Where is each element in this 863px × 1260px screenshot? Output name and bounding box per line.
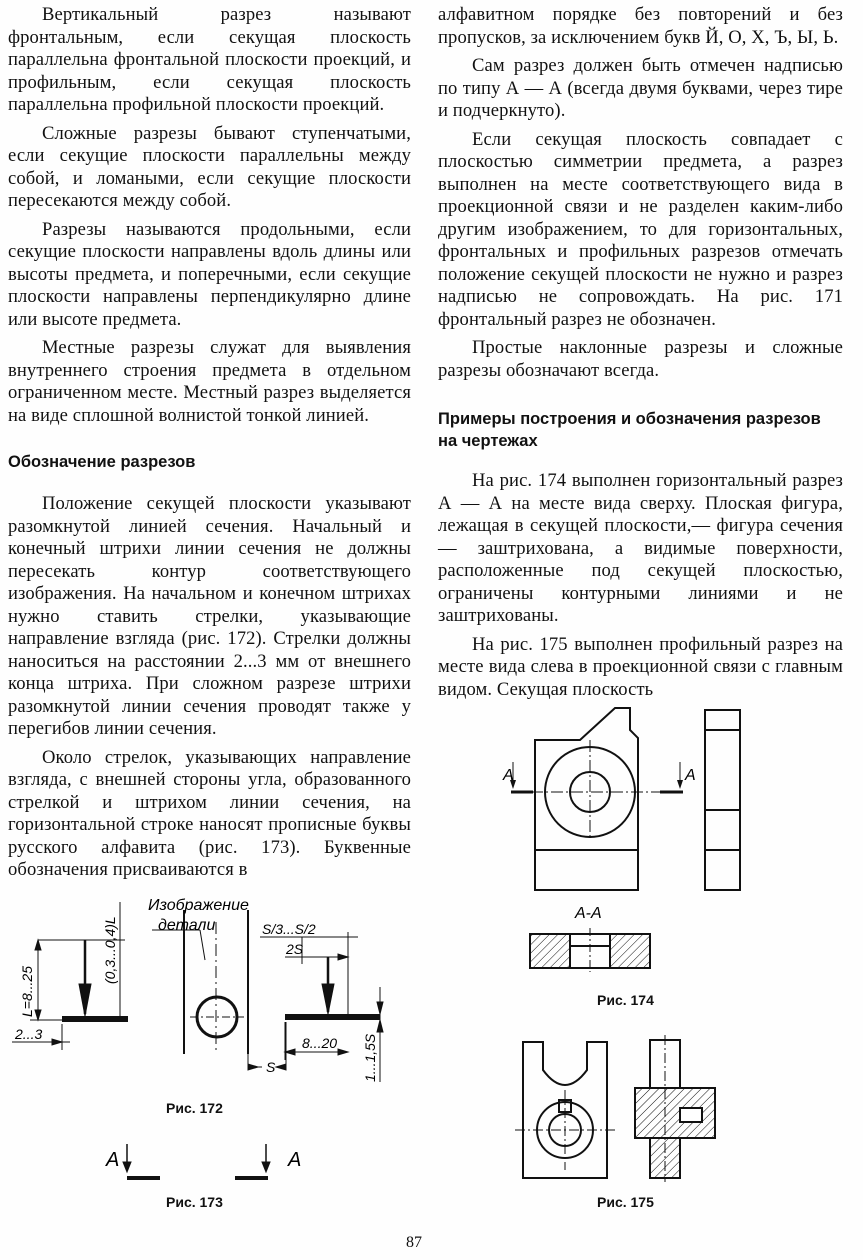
paragraph: Местные разрезы служат для выявления внутреннего строения предмета в отдельном ограниченном месте. Местный разрез выделяется на виде сплошной волнистой тонкой линией. <box>8 337 411 426</box>
paragraph: Простые наклонные разрезы и сложные разрезы обозначают всегда. <box>438 337 843 381</box>
dim-l: L=8...25 <box>19 966 35 1017</box>
letter-a-right: А <box>685 767 696 784</box>
figure-174 <box>495 700 765 980</box>
dim-s3-s2: S/3...S/2 <box>262 921 316 937</box>
paragraph: Сам разрез должен быть отмечен надписью по типу А — А (всегда двумя буквами, через тире и подчеркнуто). <box>438 55 843 121</box>
right-column <box>438 4 843 701</box>
letter-a-left: А <box>106 1149 120 1171</box>
paragraph: На рис. 175 выполнен профильный разрез на месте вида слева в проекционной связи с главным видом. Секущая плоскость <box>438 633 843 700</box>
section-heading: Обозначение разрезов <box>8 453 196 471</box>
section-heading: Примеры построения и обозначения разрезов на чертежах <box>438 410 821 450</box>
figure-175 <box>505 1030 735 1190</box>
dim-s: S <box>266 1059 276 1075</box>
dim-8-20: 8...20 <box>302 1035 338 1051</box>
paragraph: алфавитном порядке без повторений и без пропусков, за исключением букв Й, О, Х, Ъ, Ы, Ь. <box>438 4 843 48</box>
figure-caption: Рис. 173 <box>166 1194 223 1210</box>
label-image: Изображение <box>148 897 249 914</box>
paragraph: Положение секущей плоскости указывают разомкнутой линией сечения. Начальный и конечный штрихи линии сечения не должны пересекать контур соответствующего изображения. На начальном и конечном штрихах нужно ставить стрелки, указывающие направление взгляда (рис. 172). Стрелки должны наноситься на расстоянии 2...3 мм от внешнего конца штриха. При сложном разрезе штрихи разомкнутой линии сечения проводят также у перегибов линии сечения. <box>8 493 411 739</box>
dim-2s: 2S <box>286 941 304 957</box>
dim-2-3: 2...3 <box>15 1026 43 1042</box>
figure-173 <box>90 1140 320 1190</box>
label-detail: детали <box>158 917 216 934</box>
paragraph: Разрезы называются продольными, если секущие плоскости направлены вдоль длины или высоты предмета, и поперечными, если секущие плоскости направлены перпендикулярно длине или высоте предмета. <box>8 218 411 330</box>
paragraph: Сложные разрезы бывают ступенчатыми, если секущие плоскости параллельны между собой, и ломаными, если секущие плоскости пересекаются между собой. <box>8 122 411 211</box>
paragraph: Вертикальный разрез называют фронтальным, если секущая плоскость параллельна фронтальной плоскости проекций, и профильным, если секущая плоскость параллельна профильной плоскости проекций. <box>8 4 411 115</box>
page-number: 87 <box>406 1234 422 1251</box>
figure-172 <box>0 892 430 1092</box>
paragraph: Если секущая плоскость совпадает с плоскостью симметрии предмета, а разрез выполнен на месте соответствующего вида в проекционной связи и не разделен каким-либо другим изображением, то для горизонтальных, фронтальных и профильных разрезов отмечать положение секущей плоскости не нужно и разрез надписью не сопровождать. На рис. 171 фронтальный разрез не обозначен. <box>438 128 843 330</box>
paragraph: На рис. 174 выполнен горизонтальный разрез А — А на месте вида сверху. Плоская фигура, лежащая в секущей плоскости,— фигура сечения — заштрихована, а видимые поверхности, расположенные под секущей плоскостью, ограничены контурными линиями и не заштрихованы. <box>438 470 843 626</box>
paragraph: Около стрелок, указывающих направление взгляда, с внешней стороны угла, образованного стрелкой и штрихом линии сечения, на горизонтальной строке наносят прописные буквы русского алфавита (рис. 173). Буквенные обозначения присваиваются в <box>8 746 411 880</box>
letter-a-right: А <box>288 1149 302 1171</box>
section-label: А-А <box>575 905 602 922</box>
dim-1-15s: 1...1,5S <box>362 1033 378 1082</box>
dim-gap: (0,3...0,4)L <box>102 916 118 984</box>
figure-caption: Рис. 172 <box>166 1100 223 1116</box>
figure-caption: Рис. 174 <box>597 992 654 1008</box>
figure-caption: Рис. 175 <box>597 1194 654 1210</box>
left-column <box>8 4 411 882</box>
letter-a-left: А <box>503 767 514 784</box>
